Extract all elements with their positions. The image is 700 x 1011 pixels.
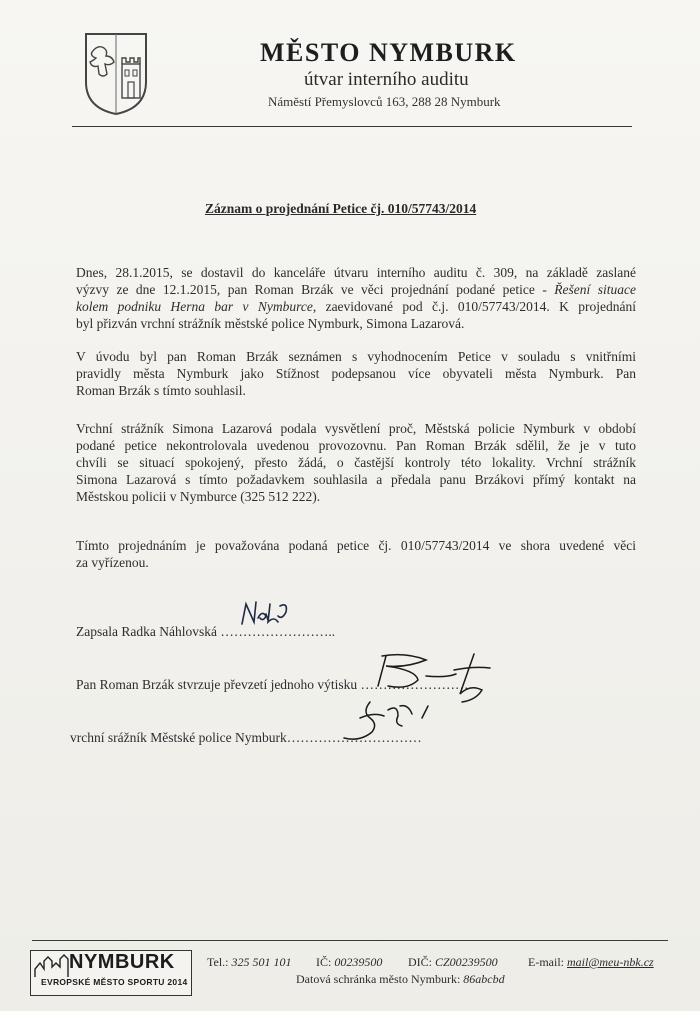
databox-value: 86abcbd [463, 972, 505, 986]
footer-logo [30, 950, 192, 996]
paragraph-meeting-intro [76, 264, 636, 332]
text-line: byl přizván vrchní strážník městské police Nymburk, Simona Lazarová. [76, 316, 465, 331]
text-line [76, 298, 636, 315]
company-id-label: IČ: [316, 955, 332, 969]
document-title: Záznam o projednání Petice čj. 010/57743/2014 [205, 201, 477, 216]
signature-line-petitioner: Pan Roman Brzák stvrzuje převzetí jednoho výtisku …………………… [76, 677, 469, 692]
text-line: podané petice nekontrolovala uvedenou provozovnu. Pan Roman Brzák sdělil, že je v tuto [76, 438, 636, 453]
petition-name-part: Řešení situace [554, 282, 636, 297]
city-skyline-icon [34, 953, 70, 979]
tax-id-value: CZ00239500 [435, 955, 498, 969]
text-line: Tímto projednáním je považována podaná petice čj. 010/57743/2014 ve shora uvedené věci [76, 538, 636, 553]
paragraph-conclusion [76, 537, 636, 571]
signature-line-police: vrchní srážník Městské police Nymburk………………………… [70, 730, 422, 745]
logo-main-text: NYMBURK [69, 951, 175, 973]
department-address: Náměstí Přemyslovců 163, 288 28 Nymburk [268, 94, 501, 109]
text-segment: , zaevidované pod č.j. 010/57743/2014. K projednání [312, 299, 637, 314]
text-line [76, 281, 636, 298]
header-divider [72, 126, 632, 127]
signature-line-recorder: Zapsala Radka Náhlovská …………………….. [76, 624, 336, 639]
text-line: Simona Lazarová s tímto požadavkem souhlasila a předala panu Brzákovi přímý kontakt na [76, 472, 636, 487]
footer-divider [32, 940, 668, 941]
text-line: Vrchní strážník Simona Lazarová podala vysvětlení proč, Městská policie Nymburk v období [76, 421, 636, 436]
databox-label: Datová schránka město Nymburk: [296, 972, 461, 986]
handwritten-signature-police-icon [330, 696, 450, 746]
footer-tax-id [408, 955, 498, 970]
paragraph-police-explanation [76, 420, 636, 505]
text-line: Roman Brzák s tímto souhlasil. [76, 383, 246, 398]
text-line: Dnes, 28.1.2015, se dostavil do kanceláře útvaru interního auditu č. 309, na základě zaslané [76, 265, 636, 280]
email-link[interactable]: mail@meu-nbk.cz [567, 955, 654, 969]
footer-phone [207, 955, 292, 970]
text-line: pravidly města Nymburk jako Stížnost podepsanou více obyvateli města Nymburk. Pan [76, 366, 636, 381]
footer-email [528, 955, 654, 970]
paragraph-evaluation [76, 348, 636, 399]
company-id-value: 00239500 [334, 955, 383, 969]
tax-id-label: DIČ: [408, 955, 432, 969]
phone-label: Tel.: [207, 955, 229, 969]
handwritten-signature-recorder-icon [236, 596, 296, 630]
text-line: Městskou policii v Nymburce (325 512 222). [76, 489, 321, 504]
phone-value: 325 501 101 [231, 955, 292, 969]
logo-subtitle: EVROPSKÉ MĚSTO SPORTU 2014 [41, 977, 188, 987]
department-name: útvar interního auditu [304, 69, 469, 90]
footer-databox [296, 972, 505, 987]
city-coat-of-arms-icon [82, 30, 150, 116]
footer-company-id [316, 955, 382, 970]
email-label: E-mail: [528, 955, 564, 969]
petition-name-part: kolem podniku Herna bar v Nymburce [76, 299, 313, 314]
text-segment: výzvy ze dne 12.1.2015, pan Roman Brzák ve věci projednání podané petice - [76, 282, 547, 297]
text-line: chvíli se situací spokojený, přesto žádá, o častější kontroly této lokality. Vrchní strážník [76, 455, 636, 470]
text-line: za vyřízenou. [76, 555, 149, 570]
text-line: V úvodu byl pan Roman Brzák seznámen s vyhodnocením Petice v souladu s vnitřními [76, 349, 636, 364]
city-name-heading: MĚSTO NYMBURK [260, 38, 517, 67]
